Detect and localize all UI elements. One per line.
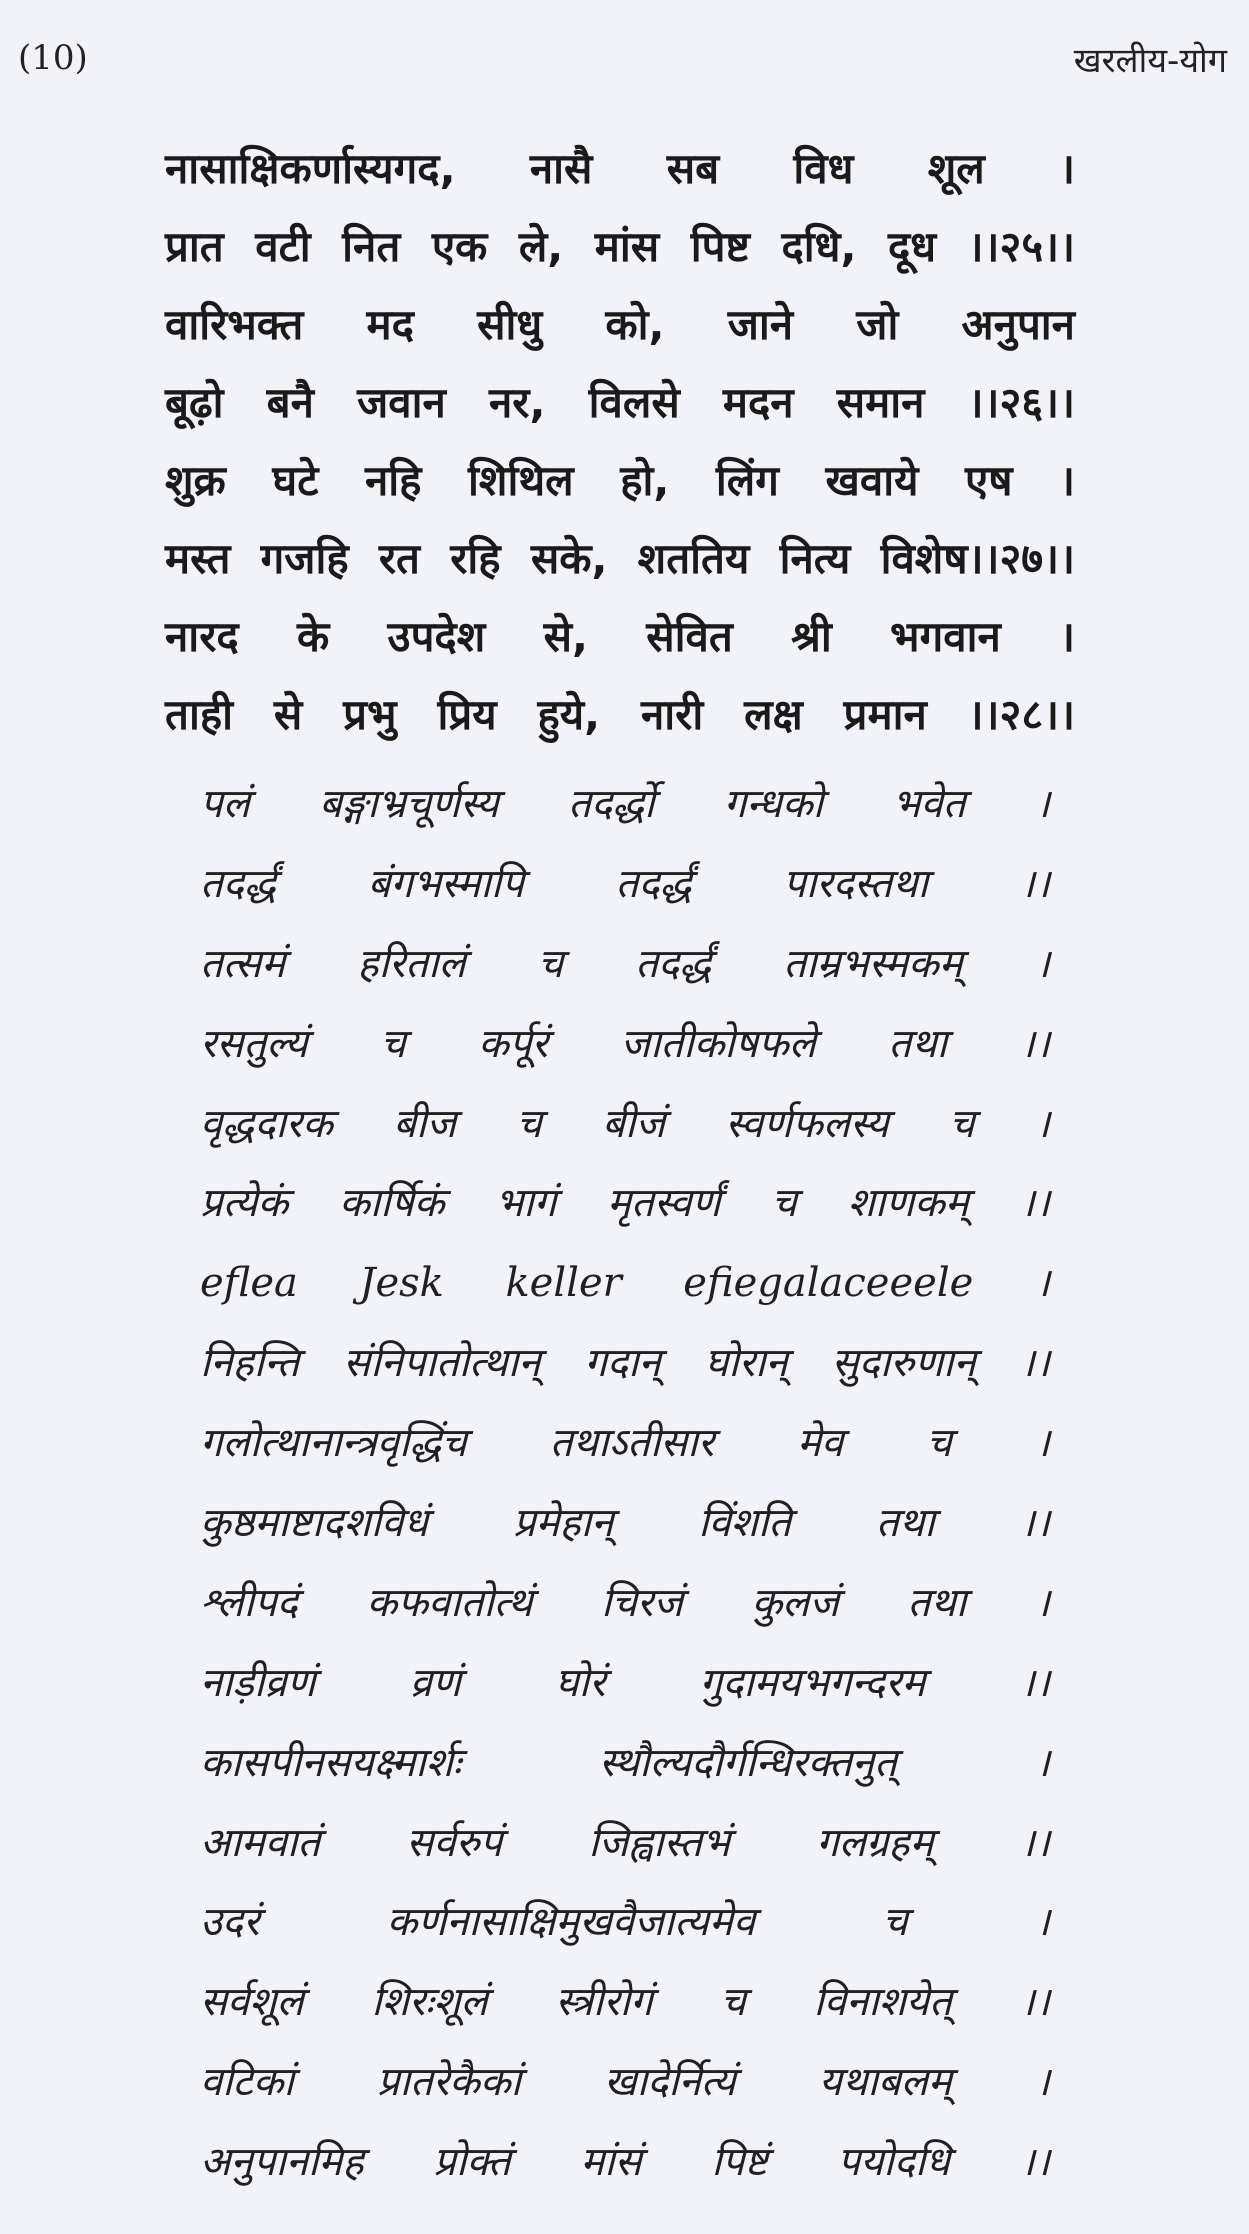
running-title: खरलीय-योग — [1073, 41, 1227, 81]
sanskrit-verse-line-garbled: eflea Jesk keller efiegalaceeele । — [200, 1260, 1050, 1307]
page-number: (10) — [18, 38, 88, 78]
hindi-verse-line: मस्त गजहि रत रहि सके, शततिय नित्य विशेष।।२७।। — [165, 534, 1075, 583]
sanskrit-verse-line: उदरं कर्णनासाक्षिमुखवैजात्यमेव च । — [200, 1899, 1050, 1946]
hindi-verse-line: ताही से प्रभु प्रिय हुये, नारी लक्ष प्रमान ।।२८।। — [165, 690, 1075, 739]
sanskrit-verse-line: रसतुल्यं च कर्पूरं जातीकोषफले तथा ।। — [200, 1020, 1050, 1067]
sanskrit-verse-line: कासपीनसयक्ष्मार्शः स्थौल्यदौर्गन्धिरक्तनुत् । — [200, 1739, 1050, 1786]
sanskrit-verse-line: नाड़ीव्रणं व्रणं घोरं गुदामयभगन्दरम ।। — [200, 1659, 1050, 1706]
hindi-verse-line: नारद के उपदेश से, सेवित श्री भगवान । — [165, 612, 1075, 661]
sanskrit-verse-line: वृद्धदारक बीज च बीजं स्वर्णफलस्य च । — [200, 1100, 1050, 1147]
sanskrit-verse-line: आमवातं सर्वरुपं जिह्वास्तभं गलग्रहम् ।। — [200, 1819, 1050, 1866]
hindi-verse-line: प्रात वटी नित एक ले, मांस पिष्ट दधि, दूध ।।२५।। — [165, 222, 1075, 271]
sanskrit-verse-line: प्रत्येकं कार्षिकं भागं मृतस्वर्णं च शाणकम् ।। — [200, 1180, 1050, 1227]
sanskrit-verse-line: पलं बङ्गाभ्रचूर्णस्य तदर्द्धो गन्धको भवेत । — [200, 781, 1050, 827]
sanskrit-verse-line: तत्समं हरितालं च तदर्द्धं ताम्रभस्मकम् । — [200, 940, 1050, 987]
hindi-verse-line: वारिभक्त मद सीधु को, जाने जो अनुपान — [165, 300, 1075, 349]
sanskrit-verse-line: अनुपानमिह प्रोक्तं मांसं पिष्टं पयोदधि ।। — [200, 2139, 1050, 2186]
sanskrit-verse-line: सर्वशूलं शिरःशूलं स्त्रीरोगं च विनाशयेत् ।। — [200, 1979, 1050, 2026]
sanskrit-verse-line: वटिकां प्रातरेकैकां खादेर्नित्यं यथाबलम् । — [200, 2059, 1050, 2106]
sanskrit-verse-line: कुष्ठमाष्टादशविधं प्रमेहान् विंशति तथा ।। — [200, 1500, 1050, 1547]
sanskrit-verse-line: श्लीपदं कफवातोत्थं चिरजं कुलजं तथा । — [200, 1579, 1050, 1626]
sanskrit-verse-line: गलोत्थानान्त्रवृद्धिंच तथाऽतीसार मेव च । — [200, 1420, 1050, 1467]
sanskrit-verse-line: निहन्ति संनिपातोत्थान् गदान् घोरान् सुदारुणान् ।। — [200, 1340, 1050, 1387]
hindi-verse-line: बूढ़ो बनै जवान नर, विलसे मदन समान ।।२६।। — [165, 378, 1075, 427]
hindi-verse-block — [165, 130, 1075, 754]
hindi-verse-line: नासाक्षिकर्णास्यगद, नासै सब विध शूल । — [165, 144, 1075, 193]
hindi-verse-line: शुक्र घटे नहि शिथिल हो, लिंग खवाये एष । — [165, 456, 1075, 505]
sanskrit-verse-block — [200, 765, 1050, 2203]
sanskrit-verse-line: तदर्द्धं बंगभस्मापि तदर्द्धं पारदस्तथा ।। — [200, 860, 1050, 907]
